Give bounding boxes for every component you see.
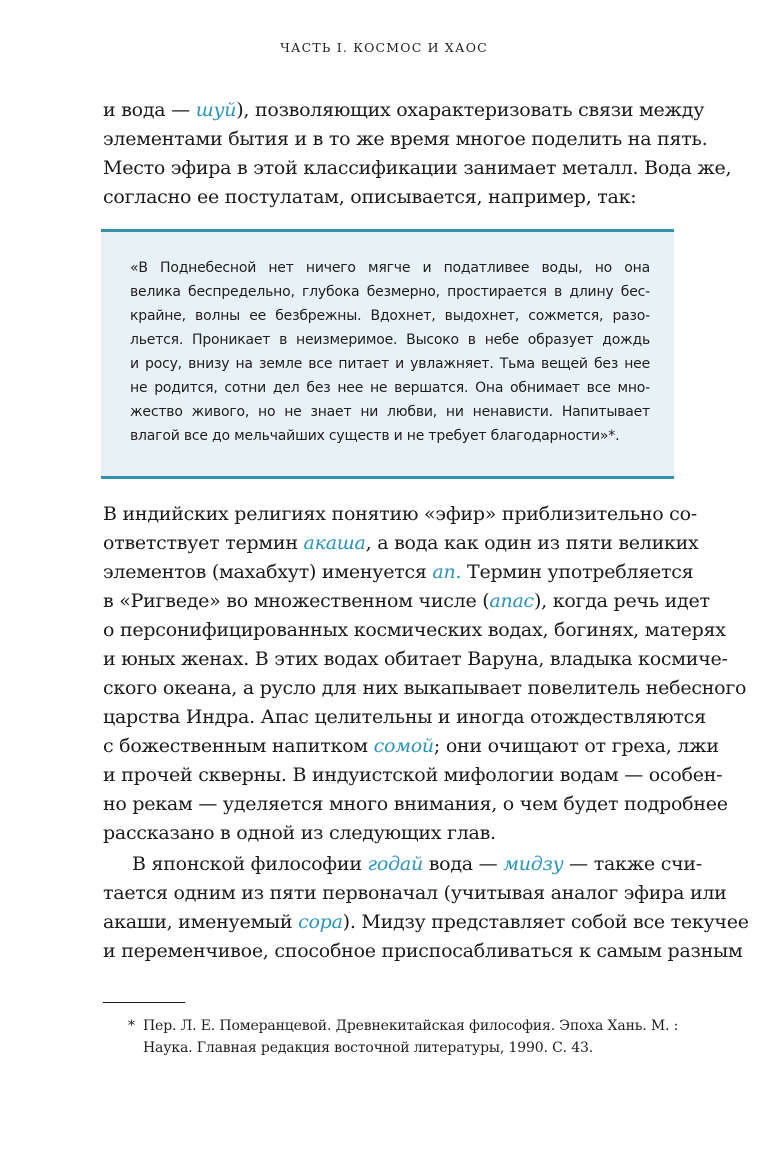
term-apas: апас [489, 590, 534, 612]
body-line: и прочей скверны. В индуистской мифологии водам — особен- [103, 764, 723, 786]
quote-line: и росу, внизу на земле все питает и увлажняет. Тьма вещей без нее [130, 356, 650, 372]
body-line: рассказано в одной из следующих глав. [103, 822, 496, 844]
body-line: элементами бытия и в то же время многое поделить на пять. [103, 128, 708, 150]
quote-line: велика беспредельно, глубока безмерно, простирается в длину бес- [130, 284, 650, 300]
body-line: ответствует термин акаша, а вода как один из пяти великих [103, 532, 699, 554]
footnote-mark: * [128, 1018, 135, 1034]
body-line: но рекам — уделяется много внимания, о чем будет подробнее [103, 793, 728, 815]
body-line: акаши, именуемый сора). Мидзу представляет собой все текучее [103, 911, 749, 933]
quote-line: влагой все до мельчайших существ и не требует благодарности»*. [130, 428, 620, 444]
body-line: ского океана, а русло для них выкапывает повелитель небесного [103, 677, 747, 699]
quote-line: льется. Проникает в неизмеримое. Высоко в небе образует дождь [130, 332, 650, 348]
term-sora: сора [298, 911, 343, 933]
body-line: царства Индра. Апас целительны и иногда отождествляются [103, 706, 706, 728]
quote-line: жество живого, но не знает ни любви, ни ненависти. Напитывает [130, 404, 650, 420]
term-shui: шуй [195, 99, 237, 121]
body-line: В индийских религиях понятию «эфир» приблизительно со- [103, 503, 697, 525]
body-line: с божественным напитком сомой; они очищают от греха, лжи [103, 735, 719, 757]
quote-line: «В Поднебесной нет ничего мягче и податливее воды, но она [130, 260, 650, 276]
footnote-line: Наука. Главная редакция восточной литературы, 1990. С. 43. [143, 1040, 594, 1056]
term-godai: годай [367, 853, 423, 875]
footnote-line: Пер. Л. Е. Померанцевой. Древнекитайская философия. Эпоха Хань. М. : [143, 1018, 679, 1034]
body-line: и вода — шуй), позволяющих охарактеризовать связи между [103, 99, 705, 121]
body-line: согласно ее постулатам, описывается, например, так: [103, 186, 637, 208]
running-head: ЧАСТЬ I. КОСМОС И ХАОС [280, 40, 488, 55]
term-midzu: мидзу [503, 853, 564, 875]
quote-line: крайне, волны ее безбрежны. Вдохнет, выдохнет, сожмется, разо- [130, 308, 650, 324]
term-ap: ап. [432, 561, 462, 583]
term-akasha: акаша [303, 532, 366, 554]
body-line: элементов (махабхут) именуется ап. Термин употребляется [103, 561, 694, 583]
quote-line: не родится, сотни дел без нее не вершатся. Она обнимает все мно- [130, 380, 650, 396]
term-soma: сомой [373, 735, 434, 757]
body-line: и переменчивое, способное приспосабливаться к самым разным [103, 940, 743, 962]
body-line: Место эфира в этой классификации занимает металл. Вода же, [103, 157, 732, 179]
body-line: В японской философии годай вода — мидзу — также счи- [132, 853, 702, 875]
footnote-rule [103, 1002, 185, 1003]
body-line: тается одним из пяти первоначал (учитывая аналог эфира или [103, 882, 727, 904]
body-line: и юных женах. В этих водах обитает Варуна, владыка космиче- [103, 648, 728, 670]
body-line: о персонифицированных космических водах, богинях, матерях [103, 619, 726, 641]
body-line: в «Ригведе» во множественном числе (апас), когда речь идет [103, 590, 710, 612]
